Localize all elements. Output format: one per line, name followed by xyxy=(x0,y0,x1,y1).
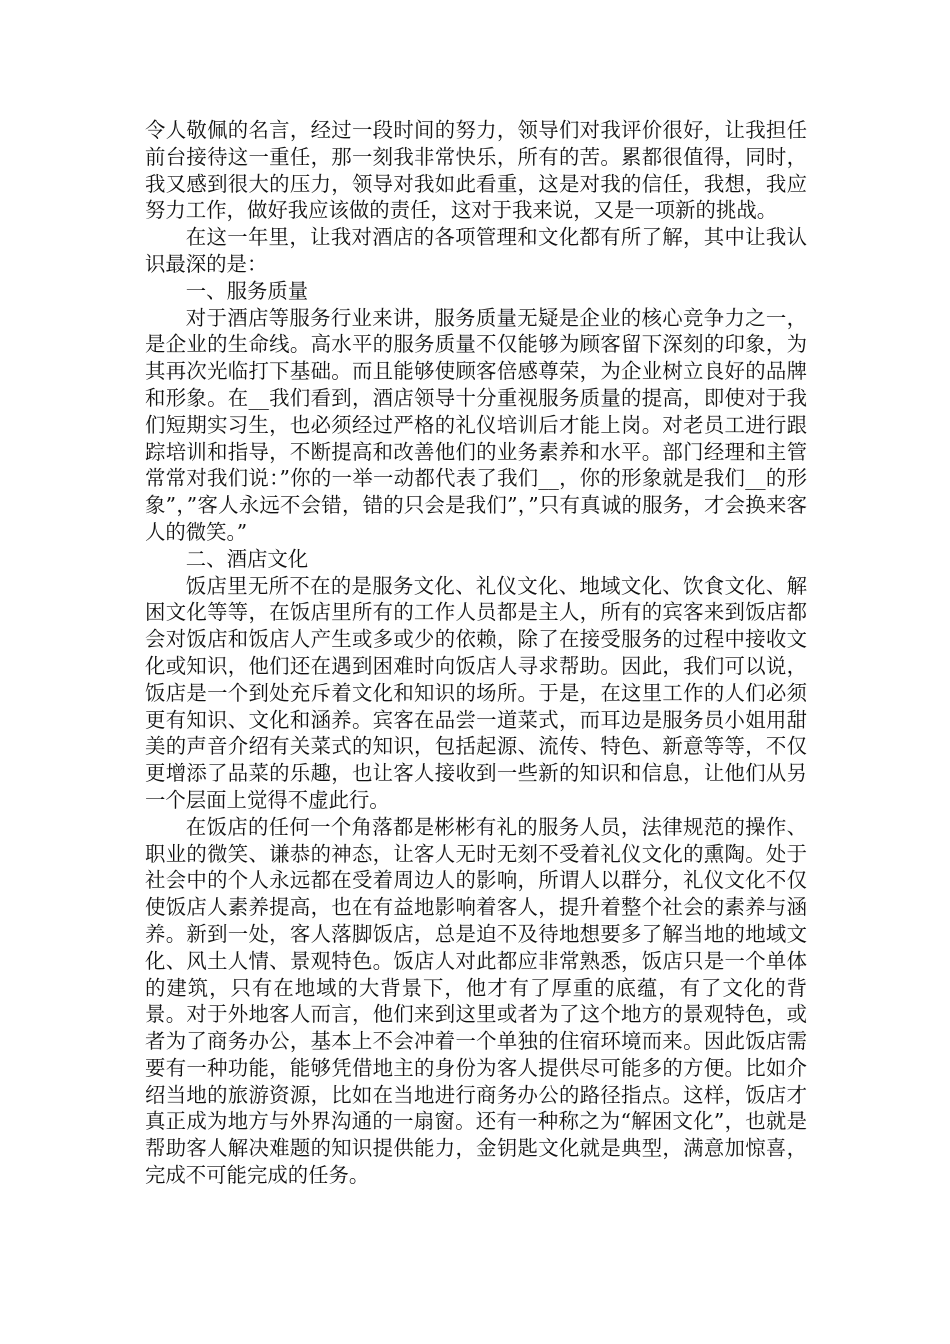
paragraph-intro: 在这一年里，让我对酒店的各项管理和文化都有所了解，其中让我认识最深的是： xyxy=(145,225,807,276)
paragraph-opening: 令人敬佩的名言，经过一段时间的努力，领导们对我评价很好，让我担任前台接待这一重任，那一刻我非常快乐，所有的苦。累都很值得，同时，我又感到很大的压力，领导对我如此看重，这是对我的信任，我想，我应努力工作，做好我应该做的责任，这对于我来说，又是一项新的挑战。 xyxy=(145,118,807,223)
section-heading-service-quality: 一、服务质量 xyxy=(185,278,309,303)
paragraph-hotel-culture: 饭店里无所不在的是服务文化、礼仪文化、地域文化、饮食文化、解困文化等等，在饭店里所有的工作人员都是主人，所有的宾客来到饭店都会对饭店和饭店人产生或多或少的依赖，除了在接受服务的过程中接收文化或知识，他们还在遇到困难时向饭店人寻求帮助。因此，我们可以说，饭店是一个到处充斥着文化和知识的场所。于是，在这里工作的人们必须更有知识、文化和涵养。宾客在品尝一道菜式，而耳边是服务员小姐用甜美的声音介绍有关菜式的知识，包括起源、流传、特色、新意等等，不仅更增添了品菜的乐趣，也让客人接收到一些新的知识和信息，让他们从另一个层面上觉得不虚此行。 xyxy=(145,573,807,812)
paragraph-etiquette-culture: 在饭店的任何一个角落都是彬彬有礼的服务人员，法律规范的操作、职业的微笑、谦恭的神态，让客人无时无刻不受着礼仪文化的熏陶。处于社会中的个人永远都在受着周边人的影响，所谓人以群分，礼仪文化不仅使饭店人素养提高，也在有益地影响着客人，提升着整个社会的素养与涵养。新到一处，客人落脚饭店，总是迫不及待地想要多了解当地的地域文化、风土人情、景观特色。饭店人对此都应非常熟悉，饭店只是一个单体的建筑，只有在地域的大背景下，他才有了厚重的底蕴，有了文化的背景。对于外地客人而言，他们来到这里或者为了这个地方的景观特色，或者为了商务办公，基本上不会冲着一个单独的住宿环境而来。因此饭店需要有一种功能，能够凭借地主的身份为客人提供尽可能多的方便。比如介绍当地的旅游资源，比如在当地进行商务办公的路径指点。这样，饭店才真正成为地方与外界沟通的一扇窗。还有一种称之为“解困文化”，也就是帮助客人解决难题的知识提供能力，金钥匙文化就是典型，满意加惊喜，完成不可能完成的任务。 xyxy=(145,814,807,1188)
paragraph-service-quality: 对于酒店等服务行业来讲，服务质量无疑是企业的核心竞争力之一，是企业的生命线。高水平的服务质量不仅能够为顾客留下深刻的印象，为其再次光临打下基础。而且能够使顾客倍感尊荣，为企业树立良好的品牌和形象。在__我们看到，酒店领导十分重视服务质量的提高，即使对于我们短期实习生，也必须经过严格的礼仪培训后才能上岗。对老员工进行跟踪培训和指导，不断提高和改善他们的业务素养和水平。部门经理和主管常常对我们说：”你的一举一动都代表了我们__，你的形象就是我们__的形象”，”客人永远不会错，错的只会是我们”，”只有真诚的服务，才会换来客人的微笑。” xyxy=(145,305,807,544)
document-page xyxy=(145,117,807,1189)
section-heading-hotel-culture: 二、酒店文化 xyxy=(185,546,309,571)
